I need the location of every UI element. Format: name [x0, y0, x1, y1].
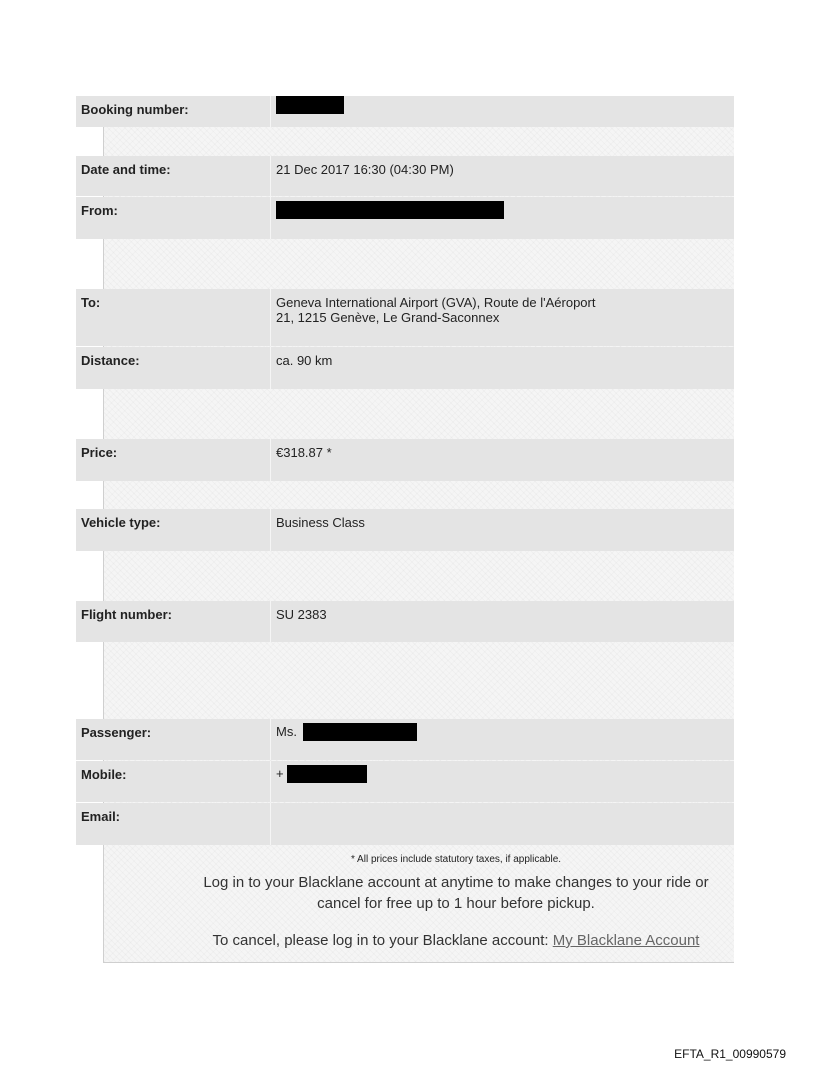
passenger-prefix: Ms.	[276, 724, 297, 739]
redaction-block	[276, 96, 344, 114]
vehicle-type-label: Vehicle type:	[76, 509, 270, 551]
account-info-paragraph	[176, 872, 736, 914]
date-time-value: 21 Dec 2017 16:30 (04:30 PM)	[271, 156, 734, 196]
flight-number-label: Flight number:	[76, 601, 270, 642]
mobile-label: Mobile:	[76, 761, 270, 802]
flight-number-row	[76, 601, 734, 642]
passenger-value	[271, 719, 734, 760]
price-label: Price:	[76, 439, 270, 481]
redaction-block	[276, 201, 504, 219]
vehicle-type-row	[76, 509, 734, 551]
cancel-paragraph	[176, 930, 736, 951]
cancel-text: To cancel, please log in to your Blacklane account:	[212, 932, 549, 949]
passenger-row	[76, 719, 734, 760]
redaction-block	[287, 765, 367, 783]
document-id: EFTA_R1_00990579	[674, 1047, 786, 1061]
distance-label: Distance:	[76, 347, 270, 389]
tax-note: * All prices include statutory taxes, if applicable.	[350, 854, 562, 865]
date-time-label: Date and time:	[76, 156, 270, 196]
account-info-line1: Log in to your Blacklane account at anytime to make changes to your ride or	[203, 874, 709, 891]
email-label: Email:	[76, 803, 270, 845]
mobile-row	[76, 761, 734, 802]
from-row	[76, 197, 734, 239]
to-value-line2: 21, 1215 Genève, Le Grand-Saconnex	[276, 310, 500, 325]
booking-number-value	[271, 96, 734, 127]
distance-value: ca. 90 km	[271, 347, 734, 389]
booking-number-row	[76, 96, 734, 127]
to-row	[76, 289, 734, 346]
mobile-value	[271, 761, 734, 802]
price-row	[76, 439, 734, 481]
vehicle-type-value: Business Class	[271, 509, 734, 551]
my-blacklane-account-link[interactable]: My Blacklane Account	[552, 932, 700, 949]
redaction-block	[303, 723, 417, 741]
price-value: €318.87 *	[271, 439, 734, 481]
account-info-line2: cancel for free up to 1 hour before pickup.	[317, 895, 595, 912]
email-row	[76, 803, 734, 845]
email-value	[271, 803, 734, 845]
to-value-line1: Geneva International Airport (GVA), Route de l'Aéroport	[276, 295, 596, 310]
to-value	[271, 289, 734, 346]
to-label: To:	[76, 289, 270, 346]
mobile-prefix: +	[276, 766, 284, 781]
from-label: From:	[76, 197, 270, 239]
passenger-label: Passenger:	[76, 719, 270, 760]
from-value	[271, 197, 734, 239]
distance-row	[76, 347, 734, 389]
flight-number-value: SU 2383	[271, 601, 734, 642]
booking-number-label: Booking number:	[76, 96, 270, 127]
date-time-row	[76, 156, 734, 196]
